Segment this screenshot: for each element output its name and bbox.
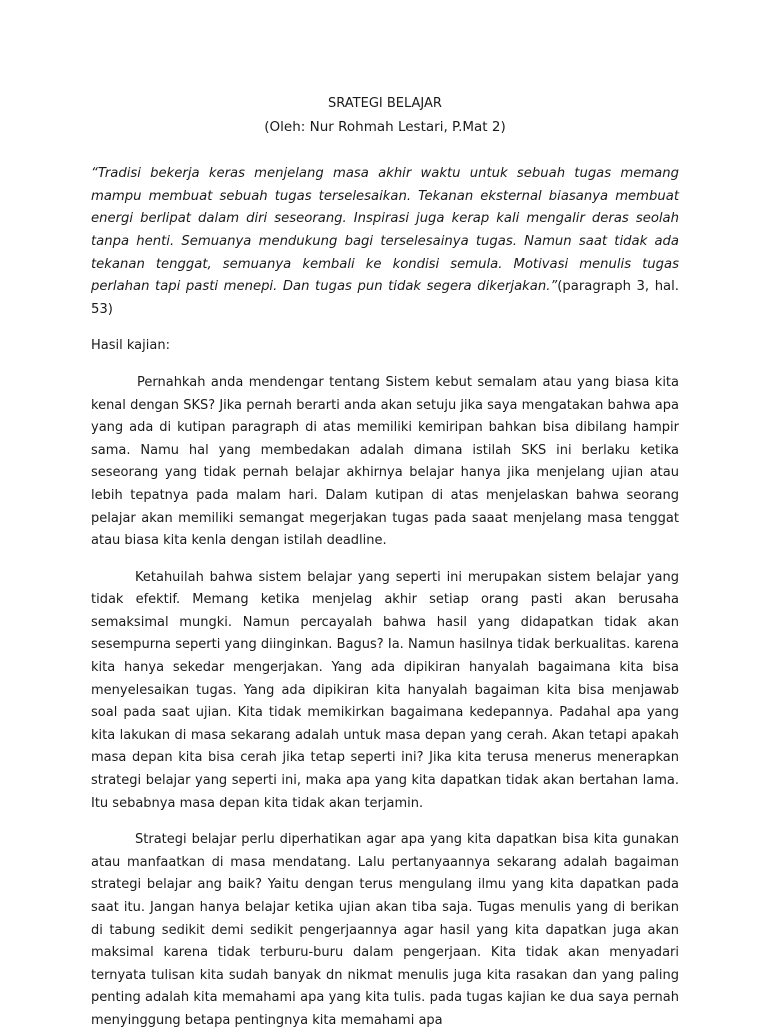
quote-text: “Tradisi bekerja keras menjelang masa akhir waktu untuk sebuah tugas memang mampu membuat sebuah tugas terselesaikan. Tekanan eksternal biasanya membuat energi berlipat dalam diri seseorang. Inspirasi juga kerap kali mengalir deras seolah tanpa henti. Semuanya mendukung bagi terselesainya tugas. Namun saat tidak ada tekanan tenggat, semuanya kembali ke kondisi semula. Motivasi menulis tugas perlahan tapi pasti menepi. Dan tugas pun tidak segera dikerjakan.” (91, 166, 679, 295)
section-heading: Hasil kajian: (91, 338, 170, 354)
body-paragraph: Ketahuilah bahwa sistem belajar yang seperti ini merupakan sistem belajar yang tidak efektif. Memang ketika menjelag akhir setiap orang pasti akan berusaha semaksimal mungki. Namun percayalah bahwa hasil yang didapatkan tidak akan sesempurna seperti yang diinginkan. Bagus? Ia. Namun hasilnya tidak berkualitas. karena kita hanya sekedar mengerjakan. Yang ada dipikiran hanyalah bagaimana kita bisa menyelesaikan tugas. Yang ada dipikiran kita hanyalah bagaiman kita bisa menjawab soal pada saat ujian. Kita tidak memikirkan bagaimana kedepannya. Padahal apa yang kita lakukan di masa sekarang adalah untuk masa depan yang cerah. Akan tetapi apakah masa depan kita bisa cerah jika tetap seperti ini? Jika kita terusa menerus menerapkan strategi belajar yang seperti ini, maka apa yang kita dapatkan tidak akan bertahan lama. Itu sebabnya masa depan kita tidak akan terjamin. (91, 569, 679, 811)
document-title: SRATEGI BELAJAR (328, 96, 442, 111)
document-body (91, 93, 679, 1033)
quote-citation: (paragraph 3, hal. 53) (91, 279, 679, 317)
body-paragraph: Strategi belajar perlu diperhatikan agar apa yang kita dapatkan bisa kita gunakan atau manfaatkan di masa mendatang. Lalu pertanyaannya sekarang adalah bagaiman strategi belajar ang baik? Yaitu dengan terus mengulang ilmu yang kita dapatkan pada saat itu. Jangan hanya belajar ketika ujian akan tiba saja. Tugas menulis yang di berikan di tabung sedikit demi sedikit pengerjaannya agar hasil yang kita dapatkan juga akan maksimal karena tidak terburu-buru dalam pengerjaan. Kita tidak akan menyadari ternyata tulisan kita sudah banyak dn nikmat menulis juga kita rasakan dan yang paling penting adalah kita memahami apa yang kita tulis. pada tugas kajian ke dua saya pernah menyinggung betapa pentingnya kita memahami apa (91, 832, 679, 1028)
body-paragraph: Pernahkah anda mendengar tentang Sistem kebut semalam atau yang biasa kita kenal dengan SKS? Jika pernah berarti anda akan setuju jika saya mengatakan bahwa apa yang ada di kutipan paragraph di atas memiliki kemiripan bahkan bisa dibilang hampir sama. Namu hal yang membedakan adalah dimana istilah SKS ini berlaku ketika seseorang yang tidak pernah belajar akhirnya belajar hanya jika menjelang ujian atau lebih tepatnya pada malam hari. Dalam kutipan di atas menjelaskan bahwa seorang pelajar akan memiliki semangat megerjakan tugas pada saaat menjelang masa tenggat atau biasa kita kenla dengan istilah deadline. (91, 374, 679, 549)
quote-block (91, 163, 679, 321)
author-line: (Oleh: Nur Rohmah Lestari, P.Mat 2) (264, 118, 506, 135)
